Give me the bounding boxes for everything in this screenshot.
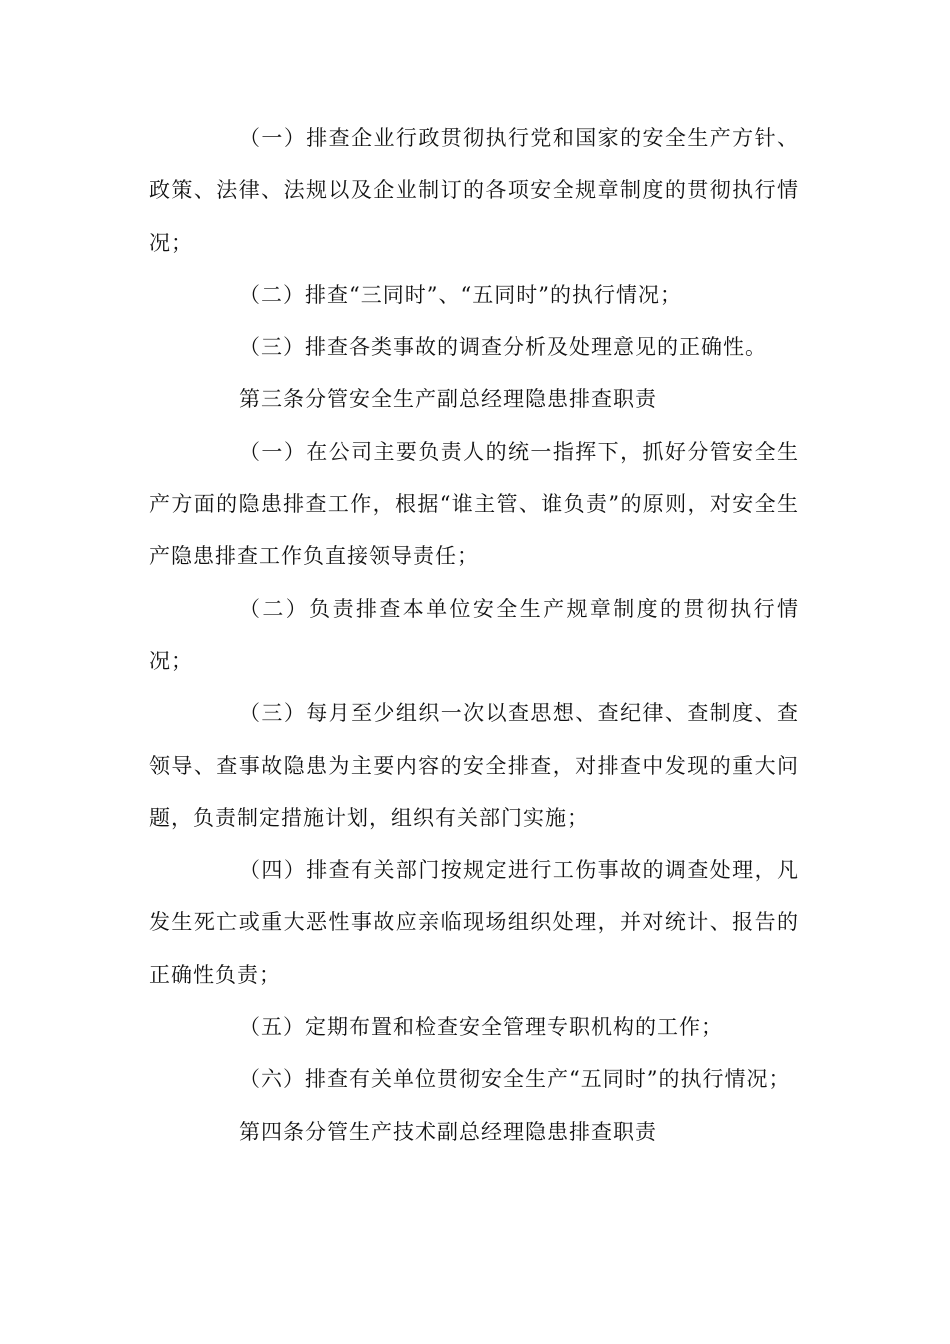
article-heading: 第三条分管安全生产副总经理隐患排查职责: [239, 387, 657, 412]
paragraph-item: （二）排查“三同时”、“五同时”的执行情况；: [239, 282, 682, 307]
document-body: [149, 112, 799, 1158]
paragraph-item: （一）在公司主要负责人的统一指挥下，抓好分管安全生产方面的隐患排查工作，根据“谁主管、谁负责”的原则，对安全生产隐患排查工作负直接领导责任；: [149, 439, 799, 569]
paragraph-item: （四）排查有关部门按规定进行工伤事故的调查处理，凡发生死亡或重大恶性事故应亲临现场组织处理，并对统计、报告的正确性负责；: [149, 858, 799, 987]
paragraph-item: （一）排查企业行政贯彻执行党和国家的安全生产方针、政策、法律、法规以及企业制订的各项安全规章制度的贯彻执行情况；: [149, 126, 799, 255]
paragraph-item: （三）排查各类事故的调查分析及处理意见的正确性。: [239, 335, 767, 360]
paragraph-item: （三）每月至少组织一次以查思想、查纪律、查制度、查领导、查事故隐患为主要内容的安全排查，对排查中发现的重大问题，负责制定措施计划，组织有关部门实施；: [149, 701, 799, 830]
article-heading: 第四条分管生产技术副总经理隐患排查职责: [239, 1119, 657, 1144]
paragraph-item: （六）排查有关单位贯彻安全生产“五同时”的执行情况；: [239, 1067, 791, 1092]
paragraph-item: （二）负责排查本单位安全生产规章制度的贯彻执行情况；: [149, 596, 799, 673]
paragraph-item: （五）定期布置和检查安全管理专职机构的工作；: [239, 1015, 723, 1040]
